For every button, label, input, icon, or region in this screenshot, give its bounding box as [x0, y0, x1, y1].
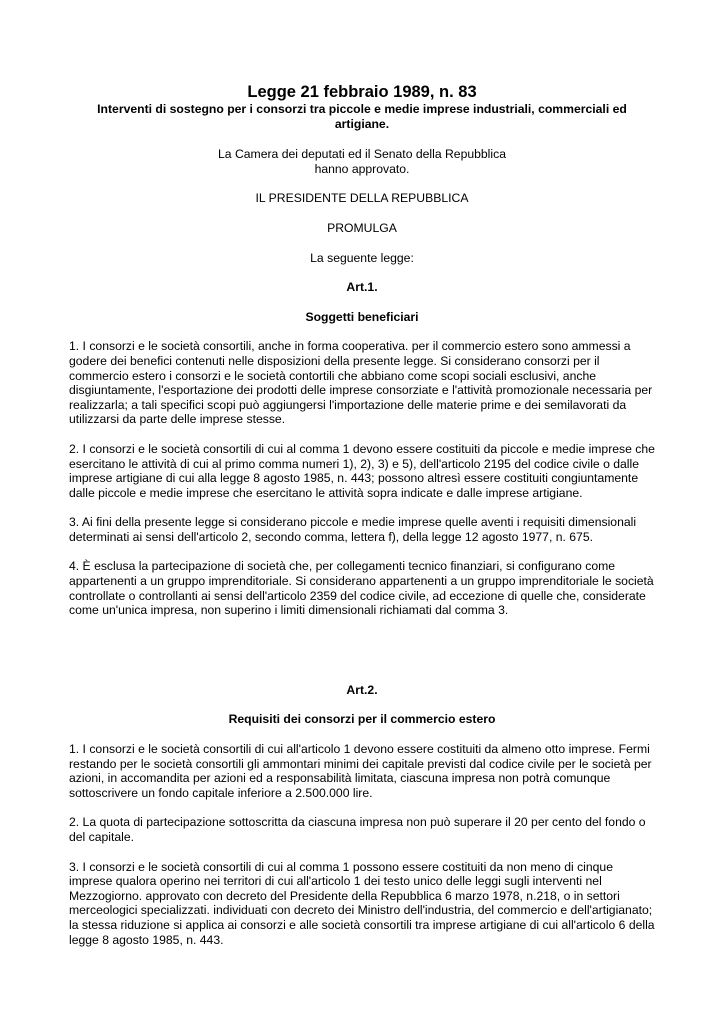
art1-paragraph-3: 3. Ai fini della presente legge si considerano piccole e medie imprese quelle aventi i requisiti dimensionali determinati ai sensi dell'articolo 2, secondo comma, lettera f), della legge 12 agosto 1977, n. 675.	[69, 515, 637, 544]
art1-heading: Art.1.	[346, 280, 378, 295]
seguente-legge-line: La seguente legge:	[310, 250, 414, 265]
art1-paragraph-1: 1. I consorzi e le società consortili, anche in forma cooperativa. per il commercio estero sono ammessi a godere dei benefici contenuti nelle disposizioni della presente legge. Si considerano consorzi per il commercio estero i consorzi e le società contortili che abbiano come scopi sociali esclusivi, anche disgiuntamente, l'esportazione dei prodotti delle imprese consorziate e l'attività promozionale necessaria per realizzarla; a tali specifici scopi può aggiungersi l'importazione delle materie prime e dei semilavorati da utilizzarsi da parte delle imprese stesse.	[69, 339, 653, 427]
law-title: Legge 21 febbraio 1989, n. 83	[247, 83, 477, 101]
intro-line-2: hanno approvato.	[314, 161, 410, 176]
article-spacer	[69, 633, 655, 683]
law-subtitle: Interventi di sostegno per i consorzi tra piccole e medie imprese industriali, commerciali ed artigiane.	[97, 102, 627, 131]
art1-paragraph-2: 2. I consorzi e le società consortili di cui al comma 1 devono essere costituiti da piccole e medie imprese che esercitano le attività di cui al primo comma numeri 1), 2), 3) e 5), dell'articolo 2195 del codice civile o dalle imprese artigiane di cui alla legge 8 agosto 1985, n. 443; possono altresì essere costituiti congiuntamente dalle piccole e medie imprese che esercitano le attività sopra indicate e dalle imprese artigiane.	[69, 441, 655, 500]
intro-line-1: La Camera dei deputati ed il Senato della Repubblica	[218, 147, 506, 162]
art1-paragraph-4: 4. È esclusa la partecipazione di società che, per collegamenti tecnico finanziari, si configurano come appartenenti a un gruppo imprenditoriale. Si considerano appartenenti a un gruppo imprenditoriale le società controllate o controllanti ai sensi dell'articolo 2359 del codice civile, ad eccezione di quelle che, considerate come un'unica impresa, non superino i limiti dimensionali richiamati dal comma 3.	[69, 559, 654, 618]
art2-paragraph-3: 3. I consorzi e le società consortili di cui al comma 1 possono essere costituiti da non meno di cinque imprese qualora operino nei territori di cui all'articolo 1 dei testo unico delle leggi sugli interventi nel Mezzogiorno. approvato con decreto del Presidente della Repubblica 6 marzo 1978, n.218, o in settori merceologici specializzati. individuati con decreto dei Ministro dell'industria, del commercio e dell'artigianato; la stessa riduzione si applica ai consorzi e alle società consortili tra imprese artigiane di cui all'articolo 6 della legge 8 agosto 1985, n. 443.	[69, 859, 655, 947]
promulga-line: PROMULGA	[327, 220, 397, 235]
art2-paragraph-2: 2. La quota di partecipazione sottoscritta da ciascuna impresa non può superare il 20 per cento del fondo o del capitale.	[69, 815, 646, 844]
art2-title: Requisiti dei consorzi per il commercio estero	[228, 712, 496, 727]
art2-heading: Art.2.	[346, 682, 378, 697]
president-line: IL PRESIDENTE DELLA REPUBBLICA	[255, 191, 469, 206]
art1-title: Soggetti beneficiari	[305, 309, 419, 324]
art2-paragraph-1: 1. I consorzi e le società consortili di cui all'articolo 1 devono essere costituiti da almeno otto imprese. Fermi restando per le società consortili gli ammontari minimi dei capitale previsti dal codice civile per le società per azioni, in accomandita per azioni ed a responsabilità limitata, ciascuna impresa non potrà comunque sottoscrivere un fondo capitale inferiore a 2.500.000 lire.	[69, 742, 652, 800]
